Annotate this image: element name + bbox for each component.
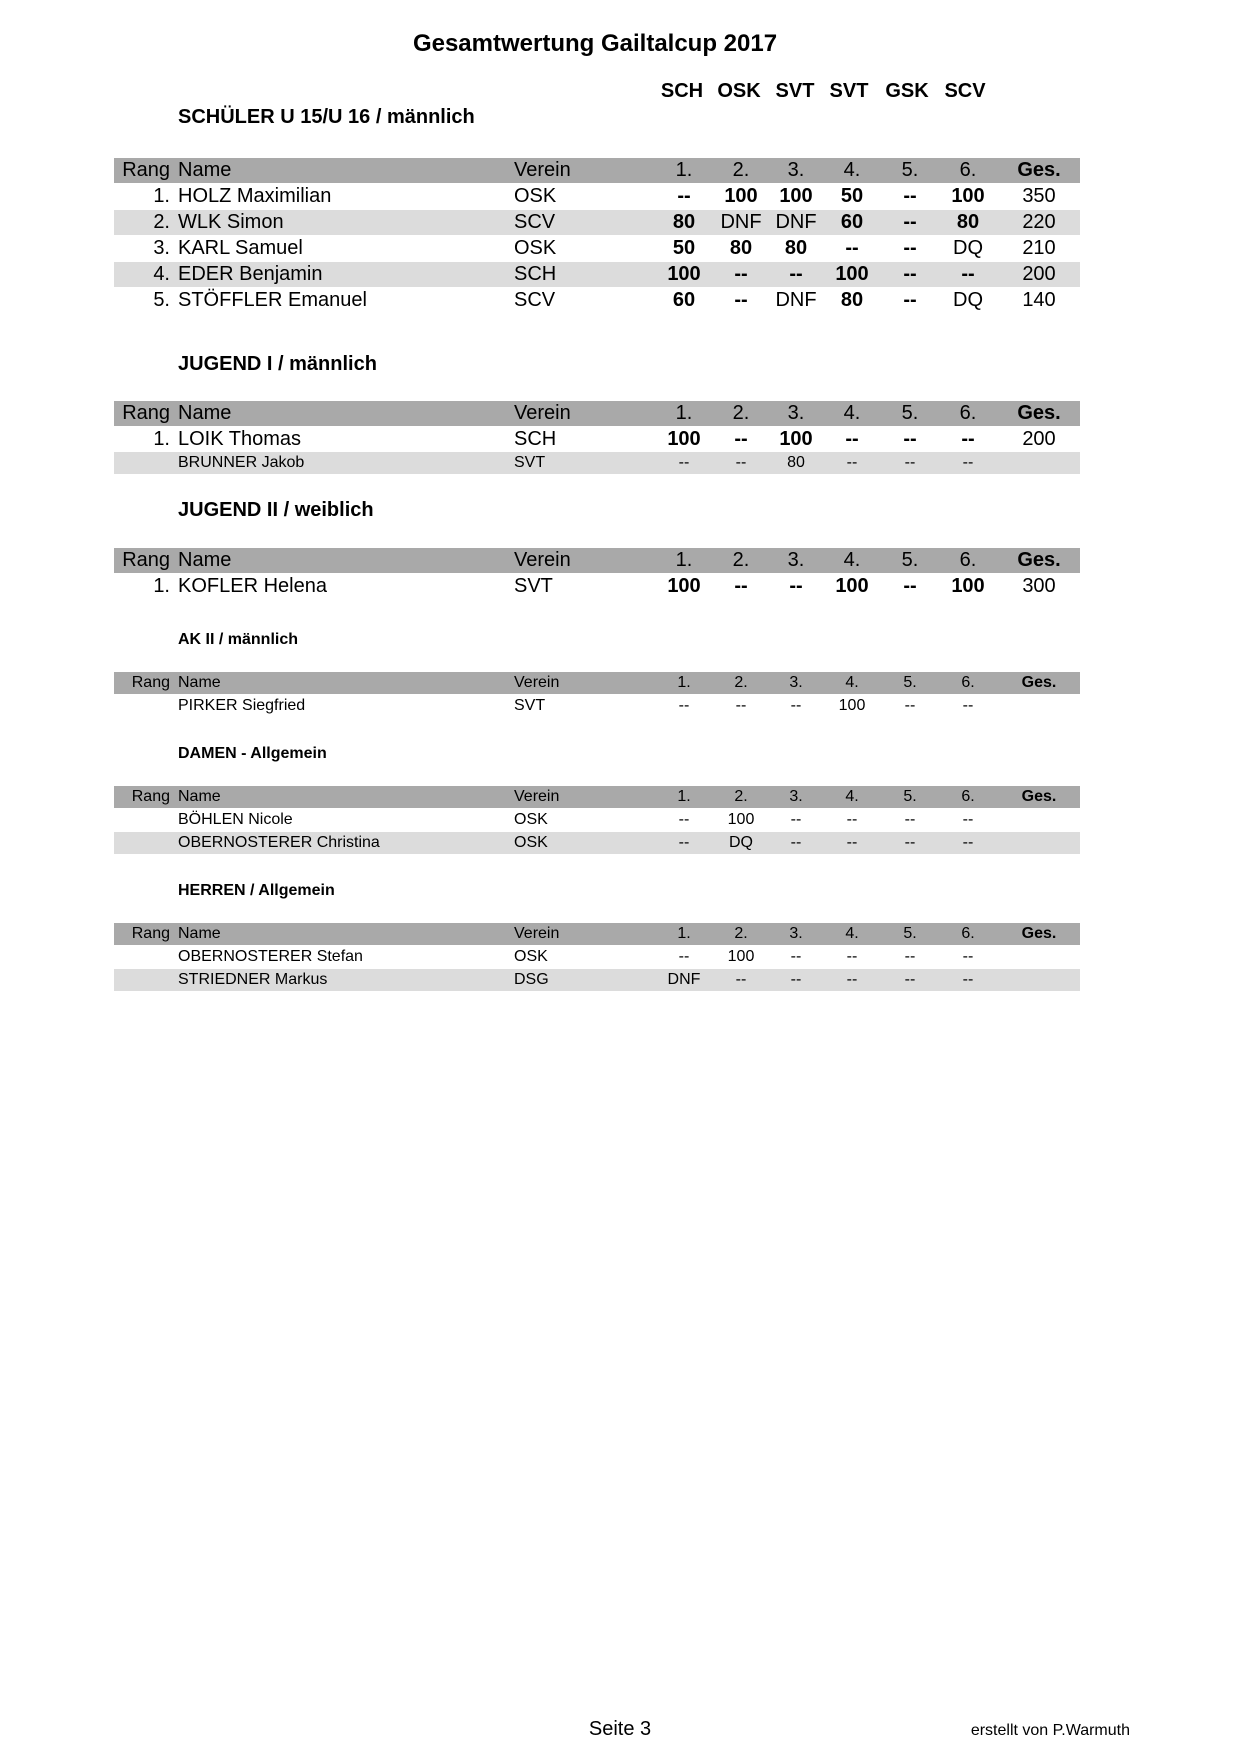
row-result: --	[903, 575, 917, 597]
row-result: 100	[667, 575, 701, 597]
header-race: 5.	[903, 925, 917, 942]
row-result: DNF	[775, 211, 817, 233]
row-club: OSK	[514, 237, 557, 259]
header-race: 4.	[843, 402, 861, 424]
page-title: Gesamtwertung Gailtalcup 2017	[412, 30, 778, 57]
header-race: 4.	[843, 549, 861, 571]
club-label: GSK	[885, 80, 929, 102]
header-total: Ges.	[1021, 674, 1057, 691]
row-result: 100	[951, 185, 985, 207]
row-club: OSK	[514, 811, 548, 828]
row-result: --	[904, 811, 916, 828]
row-result: 60	[840, 211, 864, 233]
table-header-row	[114, 786, 1080, 808]
table-header-row	[114, 158, 1080, 183]
header-verein: Verein	[514, 788, 560, 805]
row-result: 80	[784, 237, 808, 259]
header-total: Ges.	[1017, 402, 1061, 424]
row-result: DNF	[775, 289, 817, 311]
row-result: 100	[951, 575, 985, 597]
row-result: --	[790, 811, 802, 828]
row-result: --	[678, 948, 690, 965]
row-club: SCH	[514, 263, 557, 285]
row-result: 100	[835, 263, 869, 285]
row-result: --	[846, 454, 858, 471]
table-header-row	[114, 923, 1080, 945]
row-name: OBERNOSTERER Christina	[178, 834, 380, 851]
header-rang: Rang	[131, 925, 170, 942]
header-rang: Rang	[131, 674, 170, 691]
row-club: OSK	[514, 834, 548, 851]
header-race: 5.	[903, 674, 917, 691]
header-race: 1.	[675, 159, 693, 181]
row-club: OSK	[514, 185, 557, 207]
section-title: JUGEND I / männlich	[178, 353, 377, 375]
header-rang: Rang	[122, 159, 170, 181]
row-result: 80	[729, 237, 753, 259]
row-club: SCH	[514, 428, 557, 450]
row-total: 200	[1022, 263, 1056, 285]
table-row	[114, 288, 1080, 313]
row-result: --	[790, 971, 802, 988]
row-result: --	[903, 237, 917, 259]
header-race: 3.	[789, 788, 803, 805]
row-name: BÖHLEN Nicole	[178, 811, 293, 828]
row-result: --	[678, 697, 690, 714]
row-rank: 4.	[153, 263, 170, 285]
row-result: --	[904, 948, 916, 965]
row-result: 100	[724, 185, 758, 207]
row-result: --	[678, 454, 690, 471]
row-total: 350	[1022, 185, 1056, 207]
row-result: --	[962, 697, 974, 714]
row-club: SVT	[514, 575, 553, 597]
section-title: SCHÜLER U 15/U 16 / männlich	[178, 106, 475, 128]
row-result: --	[846, 834, 858, 851]
header-race: 4.	[845, 674, 859, 691]
header-total: Ges.	[1017, 549, 1061, 571]
row-result: --	[962, 834, 974, 851]
row-name: OBERNOSTERER Stefan	[178, 948, 363, 965]
row-rank: 3.	[153, 237, 170, 259]
header-total: Ges.	[1021, 788, 1057, 805]
author-credit: erstellt von P.Warmuth	[970, 1722, 1130, 1739]
header-race: 4.	[843, 159, 861, 181]
row-name: EDER Benjamin	[178, 263, 323, 285]
row-result: --	[735, 971, 747, 988]
header-rang: Rang	[131, 788, 170, 805]
header-race: 5.	[901, 402, 919, 424]
row-result: --	[734, 428, 748, 450]
row-name: PIRKER Siegfried	[178, 697, 306, 714]
row-result: --	[789, 575, 803, 597]
header-race: 6.	[961, 674, 975, 691]
row-result: 100	[667, 263, 701, 285]
row-result: --	[903, 185, 917, 207]
header-race: 5.	[901, 549, 919, 571]
table-row	[114, 832, 1080, 854]
club-label: SCV	[944, 80, 986, 102]
header-race: 1.	[675, 402, 693, 424]
header-race: 5.	[901, 159, 919, 181]
row-name: LOIK Thomas	[178, 428, 302, 450]
row-result: --	[790, 697, 802, 714]
header-race: 3.	[789, 925, 803, 942]
club-header	[0, 80, 1100, 104]
row-result: 100	[667, 428, 701, 450]
table-header-row	[114, 672, 1080, 694]
header-race: 3.	[787, 549, 805, 571]
row-name: HOLZ Maximilian	[178, 185, 332, 207]
row-result: DNF	[667, 971, 701, 988]
header-race: 2.	[734, 788, 748, 805]
row-rank: 1.	[153, 185, 170, 207]
row-result: --	[845, 237, 859, 259]
row-result: 80	[672, 211, 696, 233]
row-name: STÖFFLER Emanuel	[178, 289, 367, 311]
row-result: 100	[727, 811, 755, 828]
row-result: --	[962, 454, 974, 471]
row-result: --	[734, 575, 748, 597]
row-result: 100	[835, 575, 869, 597]
club-label: SCH	[660, 80, 704, 102]
row-total: 210	[1022, 237, 1056, 259]
header-name: Name	[178, 159, 232, 181]
row-result: 50	[672, 237, 696, 259]
row-result: --	[845, 428, 859, 450]
row-name: STRIEDNER Markus	[178, 971, 328, 988]
header-verein: Verein	[514, 674, 560, 691]
header-race: 6.	[961, 925, 975, 942]
row-rank: 1.	[153, 428, 170, 450]
row-result: --	[735, 454, 747, 471]
row-result: --	[903, 263, 917, 285]
row-result: --	[962, 948, 974, 965]
row-rank: 5.	[153, 289, 170, 311]
row-result: --	[962, 811, 974, 828]
table-row	[114, 946, 1080, 968]
header-race: 2.	[732, 402, 750, 424]
section-title: JUGEND II / weiblich	[178, 499, 374, 521]
header-rang: Rang	[122, 402, 170, 424]
row-result: --	[903, 211, 917, 233]
row-result: 80	[840, 289, 864, 311]
header-verein: Verein	[514, 549, 571, 571]
header-verein: Verein	[514, 925, 560, 942]
header-race: 6.	[959, 159, 977, 181]
row-club: SVT	[514, 697, 546, 714]
table-row	[114, 262, 1080, 287]
header-race: 4.	[845, 925, 859, 942]
row-result: --	[789, 263, 803, 285]
header-verein: Verein	[514, 159, 571, 181]
table-row	[114, 210, 1080, 235]
header-race: 2.	[732, 549, 750, 571]
row-club: OSK	[514, 948, 548, 965]
row-result: --	[790, 834, 802, 851]
row-total: 140	[1022, 289, 1056, 311]
row-result: --	[678, 811, 690, 828]
row-result: DQ	[953, 289, 983, 311]
row-name: WLK Simon	[178, 211, 284, 233]
row-result: --	[846, 811, 858, 828]
row-result: --	[677, 185, 691, 207]
row-result: --	[790, 948, 802, 965]
club-label: SVT	[829, 80, 869, 102]
row-result: 50	[840, 185, 864, 207]
row-result: DNF	[720, 211, 762, 233]
row-result: 100	[838, 697, 866, 714]
row-result: --	[734, 289, 748, 311]
header-race: 6.	[959, 549, 977, 571]
header-race: 3.	[787, 402, 805, 424]
header-race: 5.	[903, 788, 917, 805]
row-result: 100	[727, 948, 755, 965]
row-result: --	[903, 289, 917, 311]
table-row	[114, 809, 1080, 831]
section-title: AK II / männlich	[178, 631, 299, 648]
row-name: BRUNNER Jakob	[178, 454, 305, 471]
row-result: DQ	[953, 237, 983, 259]
row-club: DSG	[514, 971, 549, 988]
row-club: SCV	[514, 211, 556, 233]
header-total: Ges.	[1021, 925, 1057, 942]
header-race: 2.	[734, 925, 748, 942]
header-total: Ges.	[1017, 159, 1061, 181]
header-race: 6.	[959, 402, 977, 424]
header-race: 1.	[677, 674, 691, 691]
header-race: 4.	[845, 788, 859, 805]
table-row	[114, 574, 1080, 599]
row-result: --	[903, 428, 917, 450]
row-total: 200	[1022, 428, 1056, 450]
row-rank: 1.	[153, 575, 170, 597]
row-result: --	[961, 428, 975, 450]
header-race: 1.	[677, 925, 691, 942]
row-total: 220	[1022, 211, 1056, 233]
row-result: --	[904, 971, 916, 988]
row-total: 300	[1022, 575, 1056, 597]
table-row	[114, 427, 1080, 452]
table-row	[114, 969, 1080, 991]
header-name: Name	[178, 549, 232, 571]
section-title: DAMEN - Allgemein	[178, 745, 327, 762]
row-result: 100	[779, 185, 813, 207]
table-row	[114, 452, 1080, 474]
row-result: --	[962, 971, 974, 988]
row-result: 80	[787, 454, 805, 471]
page-number: Seite 3	[588, 1718, 652, 1740]
table-header-row	[114, 401, 1080, 426]
row-name: KOFLER Helena	[178, 575, 327, 597]
row-club: SCV	[514, 289, 556, 311]
row-result: --	[904, 697, 916, 714]
header-name: Name	[178, 674, 221, 691]
table-row	[114, 695, 1080, 717]
row-result: --	[846, 948, 858, 965]
header-race: 1.	[677, 788, 691, 805]
row-result: 100	[779, 428, 813, 450]
row-result: --	[904, 454, 916, 471]
row-result: --	[904, 834, 916, 851]
header-race: 6.	[961, 788, 975, 805]
row-club: SVT	[514, 454, 546, 471]
row-result: --	[846, 971, 858, 988]
row-result: --	[735, 697, 747, 714]
table-header-row	[114, 548, 1080, 573]
club-label: OSK	[717, 80, 761, 102]
header-name: Name	[178, 788, 221, 805]
row-result: --	[734, 263, 748, 285]
row-name: KARL Samuel	[178, 237, 303, 259]
table-row	[114, 184, 1080, 209]
header-race: 1.	[675, 549, 693, 571]
header-rang: Rang	[122, 549, 170, 571]
header-race: 3.	[787, 159, 805, 181]
row-result: --	[678, 834, 690, 851]
club-label: SVT	[775, 80, 815, 102]
row-result: --	[961, 263, 975, 285]
row-result: 80	[956, 211, 980, 233]
header-race: 2.	[732, 159, 750, 181]
row-result: 60	[672, 289, 696, 311]
header-race: 2.	[734, 674, 748, 691]
header-name: Name	[178, 925, 221, 942]
header-verein: Verein	[514, 402, 571, 424]
row-rank: 2.	[153, 211, 170, 233]
header-race: 3.	[789, 674, 803, 691]
header-name: Name	[178, 402, 232, 424]
section-title: HERREN / Allgemein	[178, 882, 335, 899]
row-result: DQ	[729, 834, 753, 851]
table-row	[114, 236, 1080, 261]
